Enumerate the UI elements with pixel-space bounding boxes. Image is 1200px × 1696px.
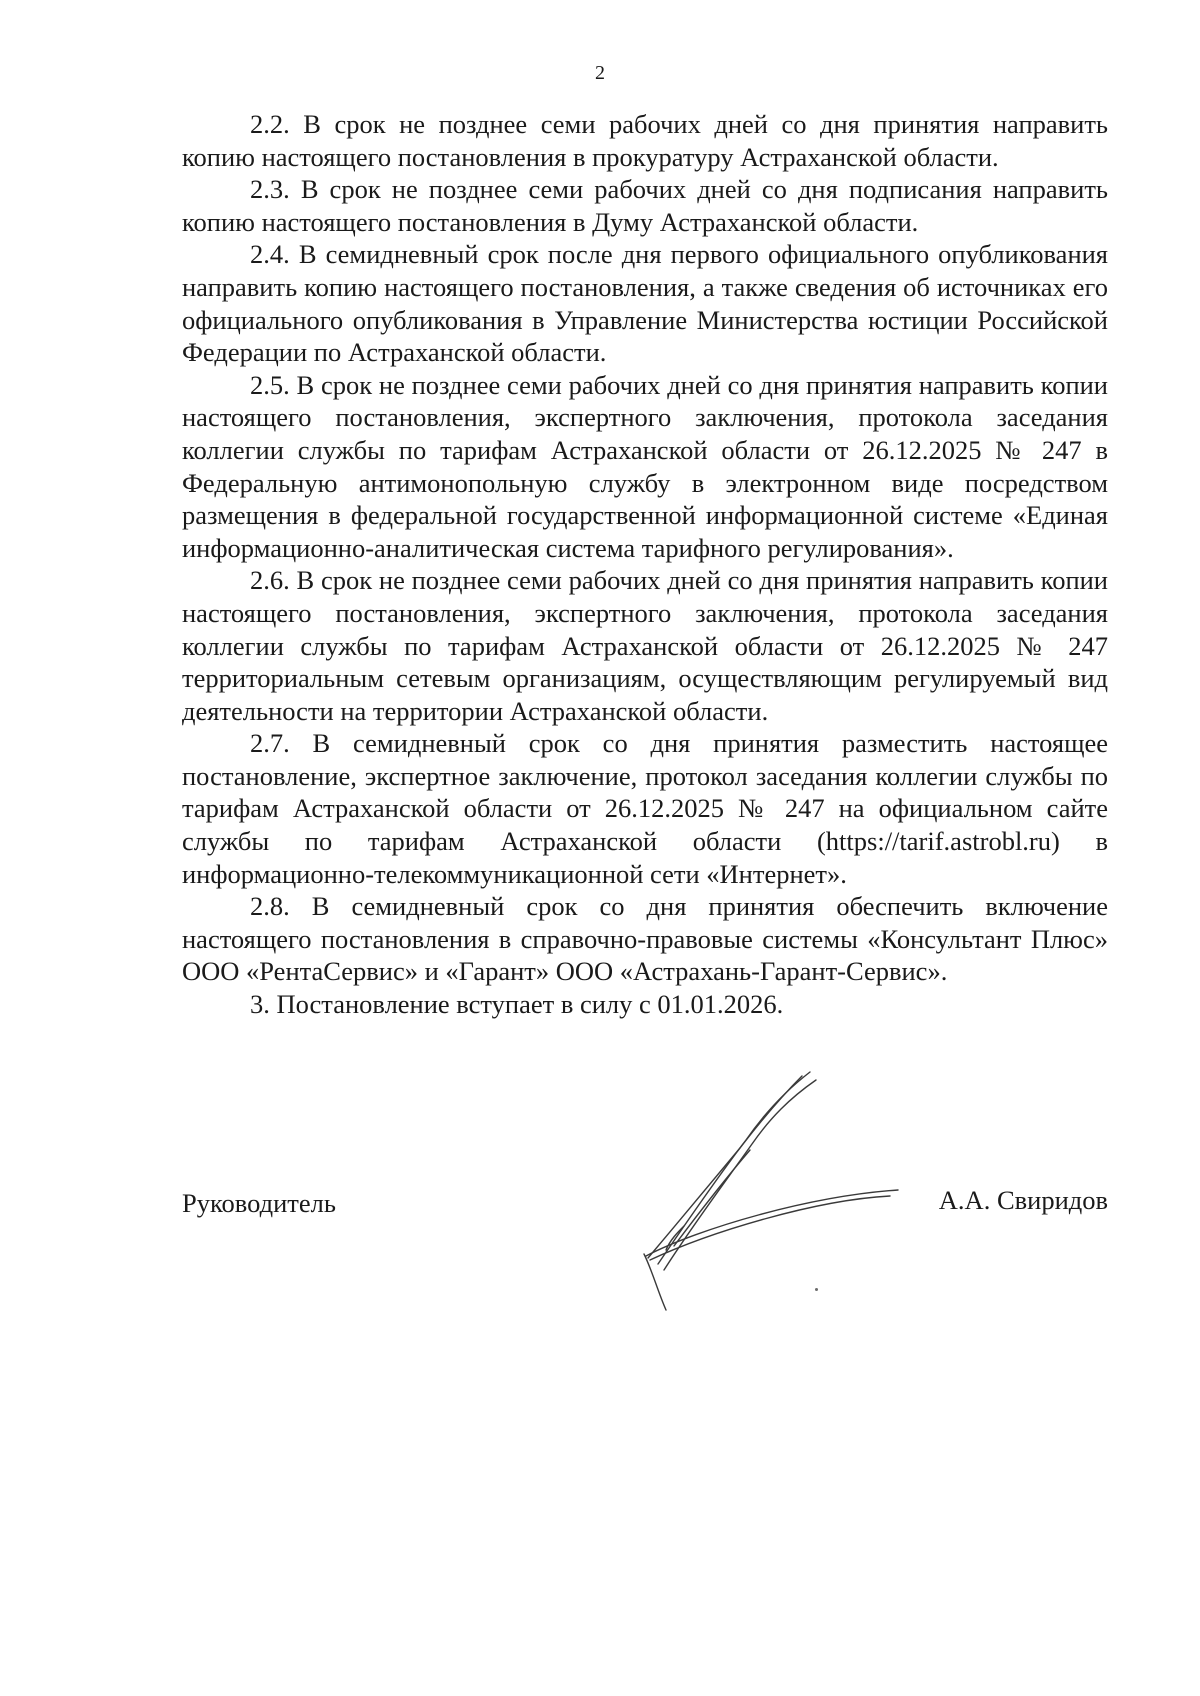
signer-title: Руководитель xyxy=(182,1188,336,1218)
paragraph-2-4: 2.4. В семидневный срок после дня первого официального опубликования направить копию настоящего постановления, а также сведения об источниках его официального опубликования в Управление Министерства юстиции Российской Федерации по Астраханской области. xyxy=(182,239,1108,368)
paragraph-2-2: 2.2. В срок не позднее семи рабочих дней со дня принятия направить копию настоящего постановления в прокуратуру Астраханской области. xyxy=(182,109,1108,172)
handwritten-signature xyxy=(640,1070,900,1330)
paragraph-2-6: 2.6. В срок не позднее семи рабочих дней со дня принятия направить копии настоящего постановления, экспертного заключения, протокола заседания коллегии службы по тарифам Астраханской области от 26.12.2025 № 247 территориальным сетевым организациям, осуществляющим регулируемый вид деятельности на территории Астраханской области. xyxy=(182,565,1108,726)
paragraph-3: 3. Постановление вступает в силу с 01.01.2026. xyxy=(250,989,784,1020)
document-body xyxy=(182,108,1108,1021)
paragraph-2-8: 2.8. В семидневный срок со дня принятия обеспечить включение настоящего постановления в справочно-правовые системы «Консультант Плюс» ООО «РентаСервис» и «Гарант» ООО «Астрахань-Гарант-Сервис». xyxy=(182,891,1108,987)
paragraph-2-3: 2.3. В срок не позднее семи рабочих дней со дня подписания направить копию настоящего постановления в Думу Астраханской области. xyxy=(182,174,1108,237)
scan-speck xyxy=(815,1288,818,1291)
page-number: 2 xyxy=(595,62,605,84)
signer-name: А.А. Свиридов xyxy=(938,1185,1108,1215)
paragraph-2-5: 2.5. В срок не позднее семи рабочих дней со дня принятия направить копии настоящего постановления, экспертного заключения, протокола заседания коллегии службы по тарифам Астраханской области от 26.12.2025 № 247 в Федеральную антимонопольную службу в электронном виде посредством размещения в федеральной государственной информационной системе «Единая информационно-аналитическая система тарифного регулирования». xyxy=(182,369,1108,563)
paragraph-2-7: 2.7. В семидневный срок со дня принятия разместить настоящее постановление, экспертное заключение, протокол заседания коллегии службы по тарифам Астраханской области от 26.12.2025 № 247 на официальном сайте службы по тарифам Астраханской области (https://tarif.astrobl.ru) в информационно-телекоммуникационной сети «Интернет». xyxy=(182,728,1108,889)
